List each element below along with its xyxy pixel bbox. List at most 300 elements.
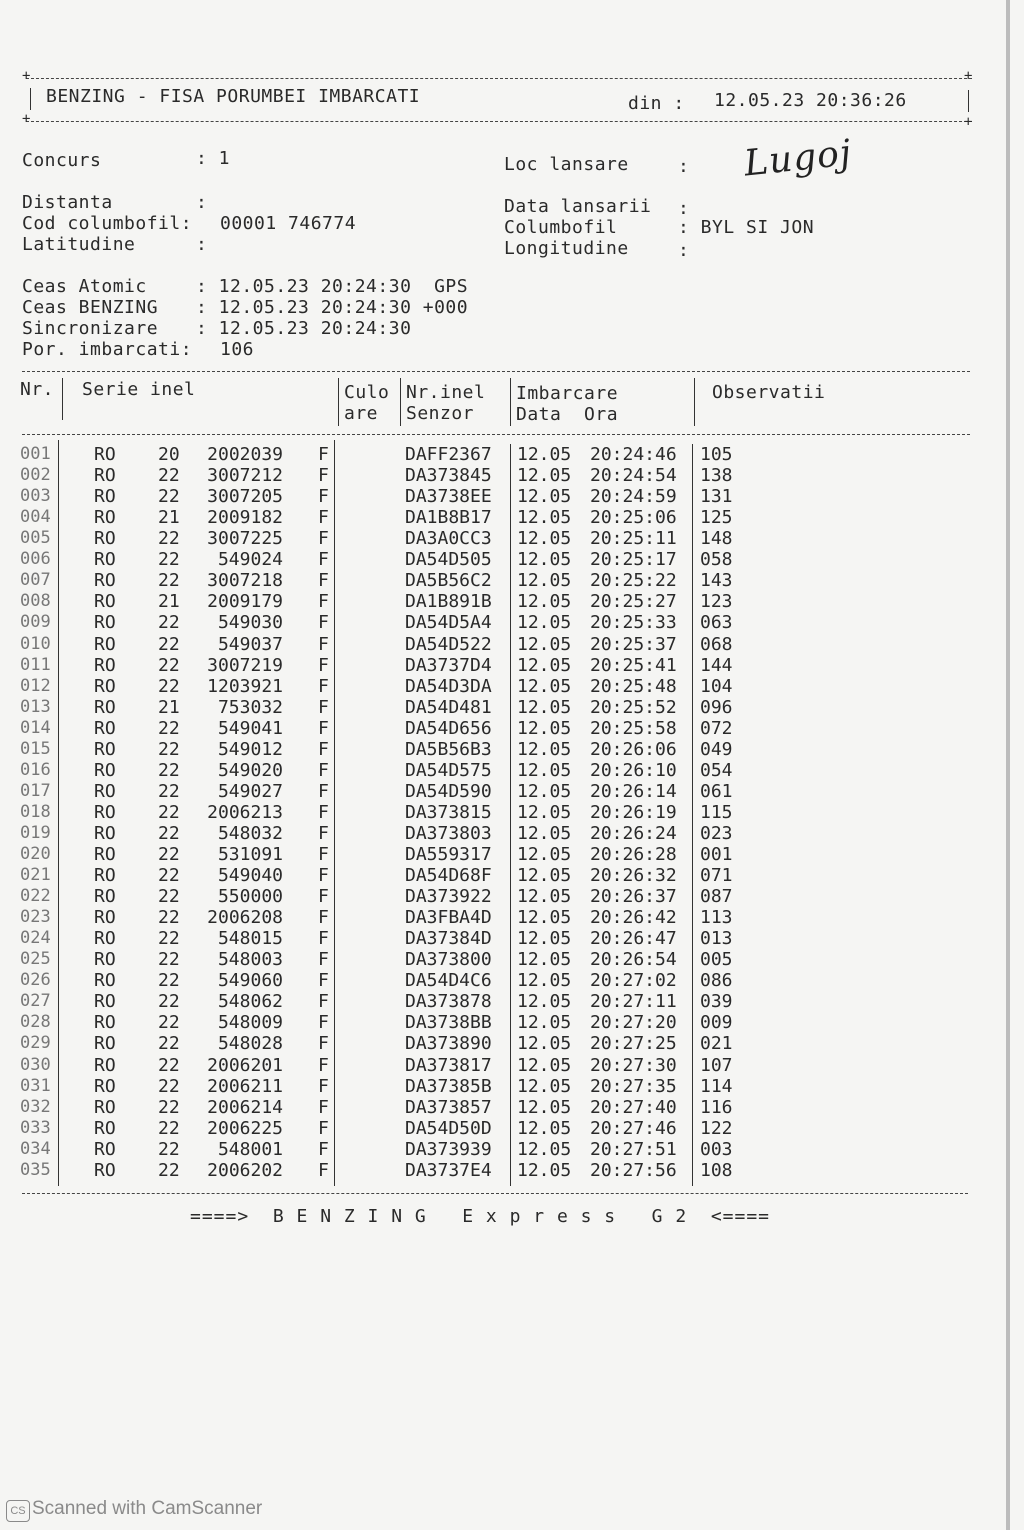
table-row — [0, 444, 1024, 465]
row-obs: 071 — [700, 865, 733, 886]
th-nr: Nr. — [20, 379, 55, 400]
sincronizare-value: : 12.05.23 20:24:30 — [196, 318, 412, 339]
row-senzor: DA1B891B — [405, 591, 492, 613]
row-ora: 20:27:25 — [590, 1033, 677, 1055]
row-senzor: DA37384D — [405, 928, 492, 950]
row-an: 22 — [158, 1138, 180, 1160]
row-data: 12.05 — [517, 654, 572, 676]
row-ora: 20:24:46 — [590, 444, 677, 465]
row-obs: 138 — [700, 465, 733, 487]
row-senzor: DA54D481 — [405, 696, 492, 718]
row-senzor: DA373922 — [405, 886, 492, 907]
row-inel: 3007219 — [207, 654, 283, 676]
row-data: 12.05 — [517, 675, 572, 697]
row-senzor: DA373803 — [405, 822, 492, 844]
col-sep-culoare — [400, 378, 401, 426]
row-an: 22 — [158, 465, 180, 487]
table-row — [0, 886, 1024, 907]
table-row — [0, 634, 1024, 655]
row-obs: 086 — [700, 970, 733, 992]
row-nr: 027 — [20, 991, 51, 1012]
row-nr: 029 — [20, 1033, 51, 1054]
row-tara: RO — [94, 444, 116, 465]
row-tara: RO — [94, 991, 116, 1013]
row-obs: 087 — [700, 886, 733, 907]
row-ora: 20:24:54 — [590, 465, 677, 487]
footer-benzing-express: ====> B E N Z I N G E x p r e s s G 2 <==== — [190, 1206, 771, 1227]
row-senzor: DA54D505 — [405, 549, 492, 571]
row-data: 12.05 — [517, 759, 572, 781]
row-data: 12.05 — [517, 991, 572, 1013]
row-data: 12.05 — [517, 717, 572, 739]
row-sex: F — [318, 507, 329, 529]
row-sex: F — [318, 696, 329, 718]
row-data: 12.05 — [517, 949, 572, 971]
row-senzor: DA3738EE — [405, 486, 492, 508]
row-nr: 015 — [20, 738, 51, 759]
row-senzor: DA373845 — [405, 465, 492, 487]
row-data: 12.05 — [517, 696, 572, 718]
row-obs: 003 — [700, 1138, 733, 1160]
row-an: 22 — [158, 780, 180, 802]
row-data: 12.05 — [517, 1117, 572, 1139]
row-ora: 20:25:22 — [590, 570, 677, 592]
row-nr: 026 — [20, 970, 51, 991]
row-inel: 549060 — [217, 970, 283, 992]
table-row — [0, 1097, 1024, 1118]
row-sex: F — [318, 801, 329, 823]
row-senzor: DA559317 — [405, 844, 492, 865]
row-sex: F — [318, 570, 329, 592]
row-sex: F — [318, 928, 329, 950]
table-header-rule — [22, 434, 970, 435]
table-row — [0, 549, 1024, 570]
table-row — [0, 907, 1024, 928]
header-corner-tl: + — [22, 68, 31, 84]
row-senzor: DA3FBA4D — [405, 907, 492, 929]
row-obs: 013 — [700, 928, 733, 950]
row-inel: 2009182 — [207, 507, 283, 529]
row-senzor: DA3738BB — [405, 1012, 492, 1034]
row-tara: RO — [94, 1054, 116, 1076]
header-corner-br: + — [964, 114, 973, 130]
row-senzor: DA373878 — [405, 991, 492, 1013]
row-ora: 20:25:11 — [590, 528, 677, 550]
row-sex: F — [318, 486, 329, 508]
row-tara: RO — [94, 675, 116, 697]
row-tara: RO — [94, 570, 116, 592]
row-inel: 2006225 — [207, 1117, 283, 1139]
row-an: 22 — [158, 886, 180, 907]
row-sex: F — [318, 1138, 329, 1160]
ceas-atomic-value: : 12.05.23 20:24:30 GPS — [196, 276, 469, 297]
por-imbarcati-value: 106 — [220, 339, 255, 360]
row-data: 12.05 — [517, 1138, 572, 1160]
row-tara: RO — [94, 1033, 116, 1055]
row-an: 22 — [158, 1075, 180, 1097]
row-tara: RO — [94, 865, 116, 886]
row-obs: 072 — [700, 717, 733, 739]
row-data: 12.05 — [517, 844, 572, 865]
row-data: 12.05 — [517, 738, 572, 760]
row-an: 22 — [158, 1054, 180, 1076]
row-data: 12.05 — [517, 1012, 572, 1034]
row-sex: F — [318, 970, 329, 992]
row-inel: 548028 — [217, 1033, 283, 1055]
row-data: 12.05 — [517, 1159, 572, 1181]
row-inel: 548003 — [217, 949, 283, 971]
row-obs: 021 — [700, 1033, 733, 1055]
row-sex: F — [318, 1159, 329, 1181]
row-an: 22 — [158, 991, 180, 1013]
table-row — [0, 697, 1024, 718]
distanta-value: : — [196, 192, 208, 213]
row-sex: F — [318, 865, 329, 886]
row-inel: 2006202 — [207, 1159, 283, 1181]
row-sex: F — [318, 1096, 329, 1118]
row-ora: 20:26:47 — [590, 928, 677, 950]
row-tara: RO — [94, 928, 116, 950]
row-tara: RO — [94, 780, 116, 802]
row-data: 12.05 — [517, 528, 572, 550]
row-tara: RO — [94, 759, 116, 781]
row-an: 22 — [158, 822, 180, 844]
row-nr: 033 — [20, 1117, 51, 1138]
row-obs: 068 — [700, 633, 733, 655]
row-data: 12.05 — [517, 444, 572, 465]
table-row — [0, 676, 1024, 697]
row-inel: 549040 — [217, 865, 283, 886]
row-obs: 023 — [700, 822, 733, 844]
row-ora: 20:25:37 — [590, 633, 677, 655]
row-data: 12.05 — [517, 486, 572, 508]
row-inel: 548062 — [217, 991, 283, 1013]
row-obs: 061 — [700, 780, 733, 802]
th-nr-inel-1: Nr.inel — [406, 382, 486, 403]
row-ora: 20:25:52 — [590, 696, 677, 718]
row-tara: RO — [94, 907, 116, 929]
sincronizare-label: Sincronizare — [22, 318, 159, 339]
row-nr: 001 — [20, 444, 51, 464]
table-row — [0, 928, 1024, 949]
th-imbarcare-2: Data Ora — [516, 404, 619, 425]
col-sep-imbarcare — [694, 378, 695, 426]
row-senzor: DA54D50D — [405, 1117, 492, 1139]
row-senzor: DA37385B — [405, 1075, 492, 1097]
row-tara: RO — [94, 465, 116, 487]
row-senzor: DA5B56C2 — [405, 570, 492, 592]
row-obs: 115 — [700, 801, 733, 823]
row-an: 21 — [158, 507, 180, 529]
row-an: 21 — [158, 696, 180, 718]
row-ora: 20:25:41 — [590, 654, 677, 676]
row-inel: 2002039 — [207, 444, 283, 465]
row-inel: 2006211 — [207, 1075, 283, 1097]
col-sep-nr — [62, 378, 63, 420]
row-an: 22 — [158, 759, 180, 781]
row-an: 22 — [158, 1159, 180, 1181]
header-left-bar — [30, 88, 31, 110]
row-data: 12.05 — [517, 801, 572, 823]
row-ora: 20:26:14 — [590, 780, 677, 802]
row-inel: 548001 — [217, 1138, 283, 1160]
header-corner-bl: + — [22, 111, 31, 127]
row-senzor: DA54D656 — [405, 717, 492, 739]
row-sex: F — [318, 1054, 329, 1076]
row-obs: 039 — [700, 991, 733, 1013]
row-sex: F — [318, 1117, 329, 1139]
row-ora: 20:24:59 — [590, 486, 677, 508]
row-an: 22 — [158, 528, 180, 550]
row-nr: 023 — [20, 907, 51, 928]
row-tara: RO — [94, 1159, 116, 1181]
row-nr: 014 — [20, 717, 51, 738]
row-senzor: DA373939 — [405, 1138, 492, 1160]
camscanner-watermark: Scanned with CamScanner — [32, 1498, 263, 1519]
table-row — [0, 991, 1024, 1012]
row-inel: 2006214 — [207, 1096, 283, 1118]
row-nr: 017 — [20, 780, 51, 801]
row-nr: 009 — [20, 612, 51, 633]
row-obs: 131 — [700, 486, 733, 508]
por-imbarcati-label: Por. imbarcati: — [22, 339, 193, 360]
header-corner-tr: + — [964, 68, 973, 84]
col-sep-senzor — [510, 378, 511, 426]
row-obs: 116 — [700, 1096, 733, 1118]
row-inel: 549027 — [217, 780, 283, 802]
row-sex: F — [318, 654, 329, 676]
row-an: 22 — [158, 1096, 180, 1118]
row-data: 12.05 — [517, 1033, 572, 1055]
row-tara: RO — [94, 1096, 116, 1118]
th-culoare-1: Culo — [344, 382, 390, 403]
row-tara: RO — [94, 486, 116, 508]
row-an: 22 — [158, 570, 180, 592]
row-ora: 20:27:30 — [590, 1054, 677, 1076]
row-ora: 20:26:54 — [590, 949, 677, 971]
row-data: 12.05 — [517, 970, 572, 992]
row-nr: 028 — [20, 1012, 51, 1033]
row-nr: 003 — [20, 486, 51, 507]
header-bottom-rule — [26, 121, 972, 122]
table-row — [0, 970, 1024, 991]
header-din-value: 12.05.23 20:36:26 — [714, 90, 907, 111]
row-sex: F — [318, 738, 329, 760]
table-row — [0, 655, 1024, 676]
row-tara: RO — [94, 949, 116, 971]
table-row — [0, 1139, 1024, 1160]
row-ora: 20:27:35 — [590, 1075, 677, 1097]
row-data: 12.05 — [517, 928, 572, 950]
row-data: 12.05 — [517, 549, 572, 571]
row-ora: 20:26:24 — [590, 822, 677, 844]
row-tara: RO — [94, 1117, 116, 1139]
row-obs: 049 — [700, 738, 733, 760]
loc-lansare-label: Loc lansare — [504, 154, 629, 175]
row-ora: 20:25:06 — [590, 507, 677, 529]
row-data: 12.05 — [517, 907, 572, 929]
row-data: 12.05 — [517, 886, 572, 907]
cod-columbofil-value: 00001 746774 — [220, 213, 357, 234]
row-sex: F — [318, 549, 329, 571]
row-sex: F — [318, 717, 329, 739]
row-senzor: DA5B56B3 — [405, 738, 492, 760]
row-tara: RO — [94, 717, 116, 739]
row-data: 12.05 — [517, 612, 572, 634]
row-inel: 549012 — [217, 738, 283, 760]
row-ora: 20:25:58 — [590, 717, 677, 739]
ceas-benzing-value: : 12.05.23 20:24:30 +000 — [196, 297, 469, 318]
row-senzor: DA54D575 — [405, 759, 492, 781]
row-senzor: DA3737E4 — [405, 1159, 492, 1181]
row-ora: 20:26:28 — [590, 844, 677, 865]
table-row — [0, 1055, 1024, 1076]
row-tara: RO — [94, 591, 116, 613]
row-sex: F — [318, 886, 329, 907]
row-inel: 549041 — [217, 717, 283, 739]
table-row — [0, 528, 1024, 549]
row-inel: 3007205 — [207, 486, 283, 508]
row-tara: RO — [94, 1012, 116, 1034]
row-an: 22 — [158, 486, 180, 508]
table-row — [0, 760, 1024, 781]
row-sex: F — [318, 1012, 329, 1034]
row-sex: F — [318, 612, 329, 634]
row-an: 22 — [158, 717, 180, 739]
table-row — [0, 802, 1024, 823]
row-nr: 010 — [20, 633, 51, 654]
table-row — [0, 781, 1024, 802]
row-data: 12.05 — [517, 1096, 572, 1118]
row-nr: 020 — [20, 844, 51, 864]
distanta-label: Distanta — [22, 192, 113, 213]
table-row — [0, 465, 1024, 486]
header-top-rule — [26, 78, 972, 79]
th-imbarcare-1: Imbarcare — [516, 383, 619, 404]
row-obs: 058 — [700, 549, 733, 571]
row-senzor: DA3737D4 — [405, 654, 492, 676]
row-ora: 20:25:33 — [590, 612, 677, 634]
row-senzor: DA373857 — [405, 1096, 492, 1118]
row-an: 22 — [158, 1117, 180, 1139]
row-inel: 2006201 — [207, 1054, 283, 1076]
row-ora: 20:25:48 — [590, 675, 677, 697]
row-inel: 550000 — [217, 886, 283, 907]
row-senzor: DA54D5A4 — [405, 612, 492, 634]
row-ora: 20:26:42 — [590, 907, 677, 929]
row-an: 22 — [158, 907, 180, 929]
row-sex: F — [318, 465, 329, 487]
table-row — [0, 507, 1024, 528]
data-lansarii-value: : — [678, 198, 690, 219]
row-sex: F — [318, 907, 329, 929]
table-row — [0, 739, 1024, 760]
row-nr: 024 — [20, 928, 51, 949]
row-tara: RO — [94, 970, 116, 992]
row-sex: F — [318, 780, 329, 802]
row-obs: 104 — [700, 675, 733, 697]
row-data: 12.05 — [517, 507, 572, 529]
row-tara: RO — [94, 654, 116, 676]
row-nr: 013 — [20, 696, 51, 717]
row-an: 22 — [158, 654, 180, 676]
row-obs: 107 — [700, 1054, 733, 1076]
latitudine-value: : — [196, 234, 208, 255]
header-din-label: din : — [628, 93, 685, 114]
row-sex: F — [318, 759, 329, 781]
table-row — [0, 718, 1024, 739]
row-sex: F — [318, 1075, 329, 1097]
row-nr: 030 — [20, 1054, 51, 1075]
row-obs: 108 — [700, 1159, 733, 1181]
row-tara: RO — [94, 528, 116, 550]
row-senzor: DA1B8B17 — [405, 507, 492, 529]
th-observatii: Observatii — [712, 382, 826, 403]
row-nr: 034 — [20, 1138, 51, 1159]
row-senzor: DA373890 — [405, 1033, 492, 1055]
row-sex: F — [318, 822, 329, 844]
row-sex: F — [318, 444, 329, 465]
longitudine-label: Longitudine — [504, 238, 629, 259]
row-inel: 3007212 — [207, 465, 283, 487]
table-row — [0, 612, 1024, 633]
th-serie-inel: Serie inel — [82, 379, 196, 400]
table-row — [0, 1076, 1024, 1097]
row-an: 22 — [158, 738, 180, 760]
row-an: 22 — [158, 865, 180, 886]
row-senzor: DA373817 — [405, 1054, 492, 1076]
row-tara: RO — [94, 507, 116, 529]
row-obs: 063 — [700, 612, 733, 634]
row-senzor: DA373815 — [405, 801, 492, 823]
row-data: 12.05 — [517, 865, 572, 886]
row-obs: 054 — [700, 759, 733, 781]
row-ora: 20:25:17 — [590, 549, 677, 571]
row-obs: 123 — [700, 591, 733, 613]
row-ora: 20:26:10 — [590, 759, 677, 781]
longitudine-value: : — [678, 240, 690, 261]
row-data: 12.05 — [517, 633, 572, 655]
row-ora: 20:26:06 — [590, 738, 677, 760]
header-right-bar — [968, 90, 969, 112]
row-tara: RO — [94, 844, 116, 865]
table-top-rule — [22, 371, 970, 372]
row-an: 22 — [158, 801, 180, 823]
col-sep-serie — [338, 378, 339, 426]
row-obs: 144 — [700, 654, 733, 676]
table-row — [0, 570, 1024, 591]
row-nr: 004 — [20, 507, 51, 528]
row-nr: 022 — [20, 886, 51, 906]
row-obs: 143 — [700, 570, 733, 592]
row-obs: 148 — [700, 528, 733, 550]
row-tara: RO — [94, 822, 116, 844]
row-sex: F — [318, 949, 329, 971]
row-obs: 114 — [700, 1075, 733, 1097]
row-inel: 549024 — [217, 549, 283, 571]
row-inel: 549030 — [217, 612, 283, 634]
row-an: 20 — [158, 444, 180, 465]
row-nr: 019 — [20, 822, 51, 843]
loc-lansare-handwritten: Lugoj — [742, 132, 854, 185]
row-data: 12.05 — [517, 822, 572, 844]
row-nr: 018 — [20, 801, 51, 822]
row-inel: 2009179 — [207, 591, 283, 613]
row-an: 22 — [158, 844, 180, 865]
th-culoare-2: are — [344, 403, 379, 424]
ceas-benzing-label: Ceas BENZING — [22, 297, 159, 318]
row-tara: RO — [94, 696, 116, 718]
